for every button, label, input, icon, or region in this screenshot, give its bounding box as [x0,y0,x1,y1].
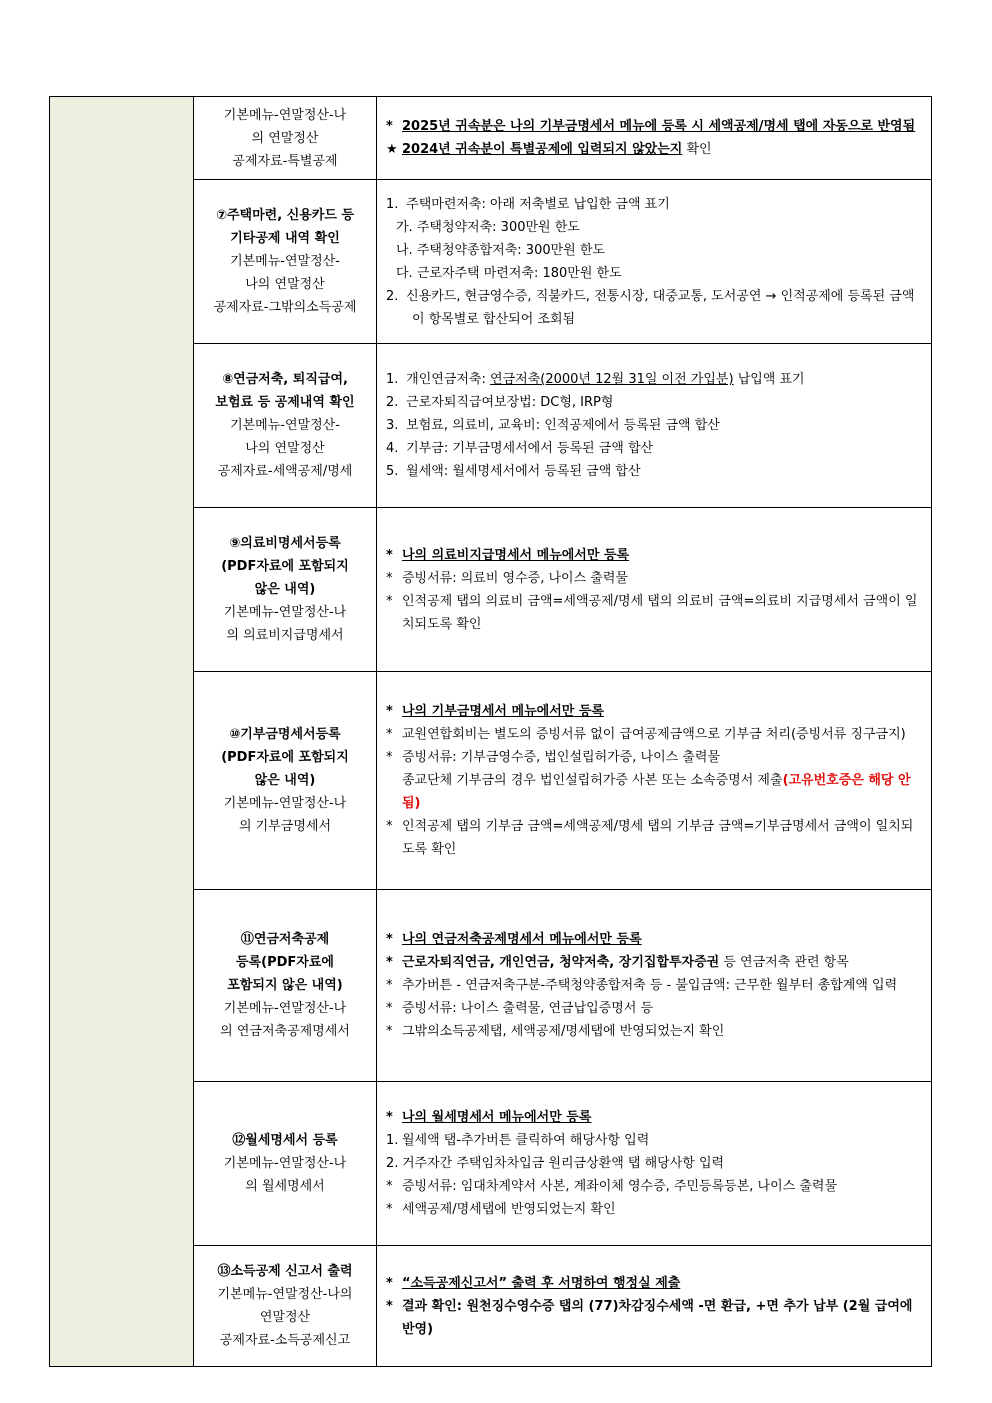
row-label [194,180,377,344]
menu-path: 기본메뉴-연말정산-나 [223,107,347,123]
section-title: 기타공제 내역 확인 [230,231,340,246]
list-item: * 결과 확인: 원천징수영수증 탭의 (77)차감징수세액 -면 환급, +면 추가 납부 (2월 급여에 반영) [386,1298,913,1337]
list-item: * 그밖의소득공제탭, 세액공제/명세탭에 반영되었는지 확인 [386,1024,725,1039]
list-item: * 세액공제/명세탭에 반영되었는지 확인 [386,1202,616,1217]
list-item: 가. 주택청약저축: 300만원 한도 [396,219,580,235]
menu-path: 공제자료-세액공제/명세 [217,464,353,479]
side-column [50,97,194,1367]
table-row [50,97,932,180]
row-label [194,344,377,508]
list-item: * 인적공제 탭의 의료비 금액=세액공제/명세 탭의 의료비 금액=의료비 지급명세서 금액이 일치되도록 확인 [386,593,918,632]
list-item: 나. 주택청약종합저축: 300만원 한도 [396,242,605,258]
menu-path: 기본메뉴-연말정산-나의 [217,1287,353,1302]
list-item: * 증빙서류: 나이스 출력물, 연금납입증명서 등 [386,1001,654,1016]
list-item: 1. 월세액 탭-추가버튼 클릭하여 해당사항 입력 [386,1133,650,1148]
menu-path: 연말정산 [259,1310,311,1325]
section-title: ⑧연금저축, 퇴직급여, [222,372,348,387]
row-label [194,1246,377,1367]
menu-path: 의 연말정산 [251,130,319,146]
list-item: 다. 근로자주택 마련저축: 180만원 한도 [396,265,622,281]
section-title: 않은 내역) [254,773,316,788]
section-title: (PDF자료에 포함되지 [221,559,349,574]
section-title: 등록(PDF자료에 [236,955,334,970]
list-item: * 증빙서류: 기부금영수증, 법인설립허가증, 나이스 출력물 [386,750,721,765]
list-item: ★ 2024년 귀속분이 특별공제에 입력되지 않았는지 확인 [386,142,712,157]
menu-path: 나의 연말정산 [245,441,325,456]
row-content [377,672,932,890]
section-title: ⑩기부금명세서등록 [229,727,341,742]
menu-path: 기본메뉴-연말정산-나 [223,605,347,620]
list-item: 4. 기부금: 기부금명세서에서 등록된 금액 합산 [386,441,654,456]
menu-path: 기본메뉴-연말정산-나 [223,796,347,811]
menu-path: 기본메뉴-연말정산- [230,254,340,269]
list-item: 2. 거주자간 주택임차차입금 원리금상환액 탭 해당사항 입력 [386,1156,725,1171]
menu-path: 의 월세명세서 [245,1179,325,1194]
menu-path: 공제자료-그밖의소득공제 [213,300,357,315]
list-item: * 나의 연금저축공제명세서 메뉴에서만 등록 [386,932,642,947]
list-item: 2. 신용카드, 현금영수증, 직불카드, 전통시장, 대중교통, 도서공연 → 인적공제에 등록된 금액이 항목별로 합산되어 조회됨 [386,288,915,327]
menu-path: 의 기부금명세서 [238,819,332,834]
section-title: ⑨의료비명세서등록 [229,536,341,551]
list-item: * 나의 의료비지급명세서 메뉴에서만 등록 [386,547,630,563]
menu-path: 의 의료비지급명세서 [226,628,344,643]
list-item: * 인적공제 탭의 기부금 금액=세액공제/명세 탭의 기부금 금액=기부금명세서 금액이 일치되도록 확인 [386,819,914,857]
guide-table [49,96,932,1367]
list-item: * 증빙서류: 의료비 영수증, 나이스 출력물 [386,570,628,586]
list-item: * 근로자퇴직연금, 개인연금, 청약저축, 장기집합투자증권 등 연금저축 관련 항목 [386,955,849,970]
row-label [194,508,377,672]
menu-path: 의 연금저축공제명세서 [220,1024,350,1039]
menu-path: 나의 연말정산 [245,277,325,292]
menu-path: 기본메뉴-연말정산-나 [223,1001,347,1016]
row-label [194,1082,377,1246]
row-content [377,1082,932,1246]
section-title: ⑬소득공제 신고서 출력 [217,1264,353,1279]
row-label [194,890,377,1082]
row-content [377,508,932,672]
row-content [377,180,932,344]
list-item: * “소득공제신고서” 출력 후 서명하여 행정실 제출 [386,1275,681,1291]
list-item: * 나의 기부금명세서 메뉴에서만 등록 [386,704,604,719]
list-item: 1. 개인연금저축: 연금저축(2000년 12월 31일 이전 가입분) 납입액 표기 [386,372,805,387]
menu-path: 공제자료-특별공제 [232,153,338,169]
list-item: * 추가버튼 - 연금저축구분-주택청약종합저축 등 - 불입금액: 근무한 월부터 총합계액 입력 [386,978,898,993]
menu-path: 기본메뉴-연말정산-나 [223,1156,347,1171]
menu-path: 기본메뉴-연말정산- [230,418,340,433]
section-title: ⑪연금저축공제 [240,932,330,947]
row-content [377,890,932,1082]
section-title: ⑫월세명세서 등록 [232,1133,338,1148]
list-item: 2. 근로자퇴직급여보장법: DC형, IRP형 [386,395,614,410]
list-item: 1. 주택마련저축: 아래 저축별로 납입한 금액 표기 [386,196,670,212]
list-item: * 증빙서류: 임대차계약서 사본, 계좌이체 영수증, 주민등록등본, 나이스 출력물 [386,1179,838,1194]
section-title: 포함되지 않은 내역) [227,978,343,993]
list-item: * 교원연합회비는 별도의 증빙서류 없이 급여공제금액으로 기부금 처리(증빙서류 징구금지) [386,727,906,742]
list-item: * 2025년 귀속분은 나의 기부금명세서 메뉴에 등록 시 세액공제/명세 탭에 자동으로 반영됨 [386,119,916,134]
row-content [377,97,932,180]
section-title: 않은 내역) [254,582,316,597]
section-title: 보험료 등 공제내역 확인 [215,395,355,410]
row-label [194,672,377,890]
section-title: (PDF자료에 포함되지 [221,750,349,765]
list-item: 3. 보험료, 의료비, 교육비: 인적공제에서 등록된 금액 합산 [386,418,720,433]
section-title: ⑦주택마련, 신용카드 등 [215,208,355,223]
list-item: * 나의 월세명세서 메뉴에서만 등록 [386,1110,592,1125]
list-item: 5. 월세액: 월세명세서에서 등록된 금액 합산 [386,464,641,479]
list-item: 종교단체 기부금의 경우 법인설립허가증 사본 또는 소속증명서 제출(고유번호증은 해당 안됨) [402,773,911,811]
menu-path: 공제자료-소득공제신고 [219,1333,351,1348]
row-content [377,344,932,508]
row-content [377,1246,932,1367]
row-label [194,97,377,180]
